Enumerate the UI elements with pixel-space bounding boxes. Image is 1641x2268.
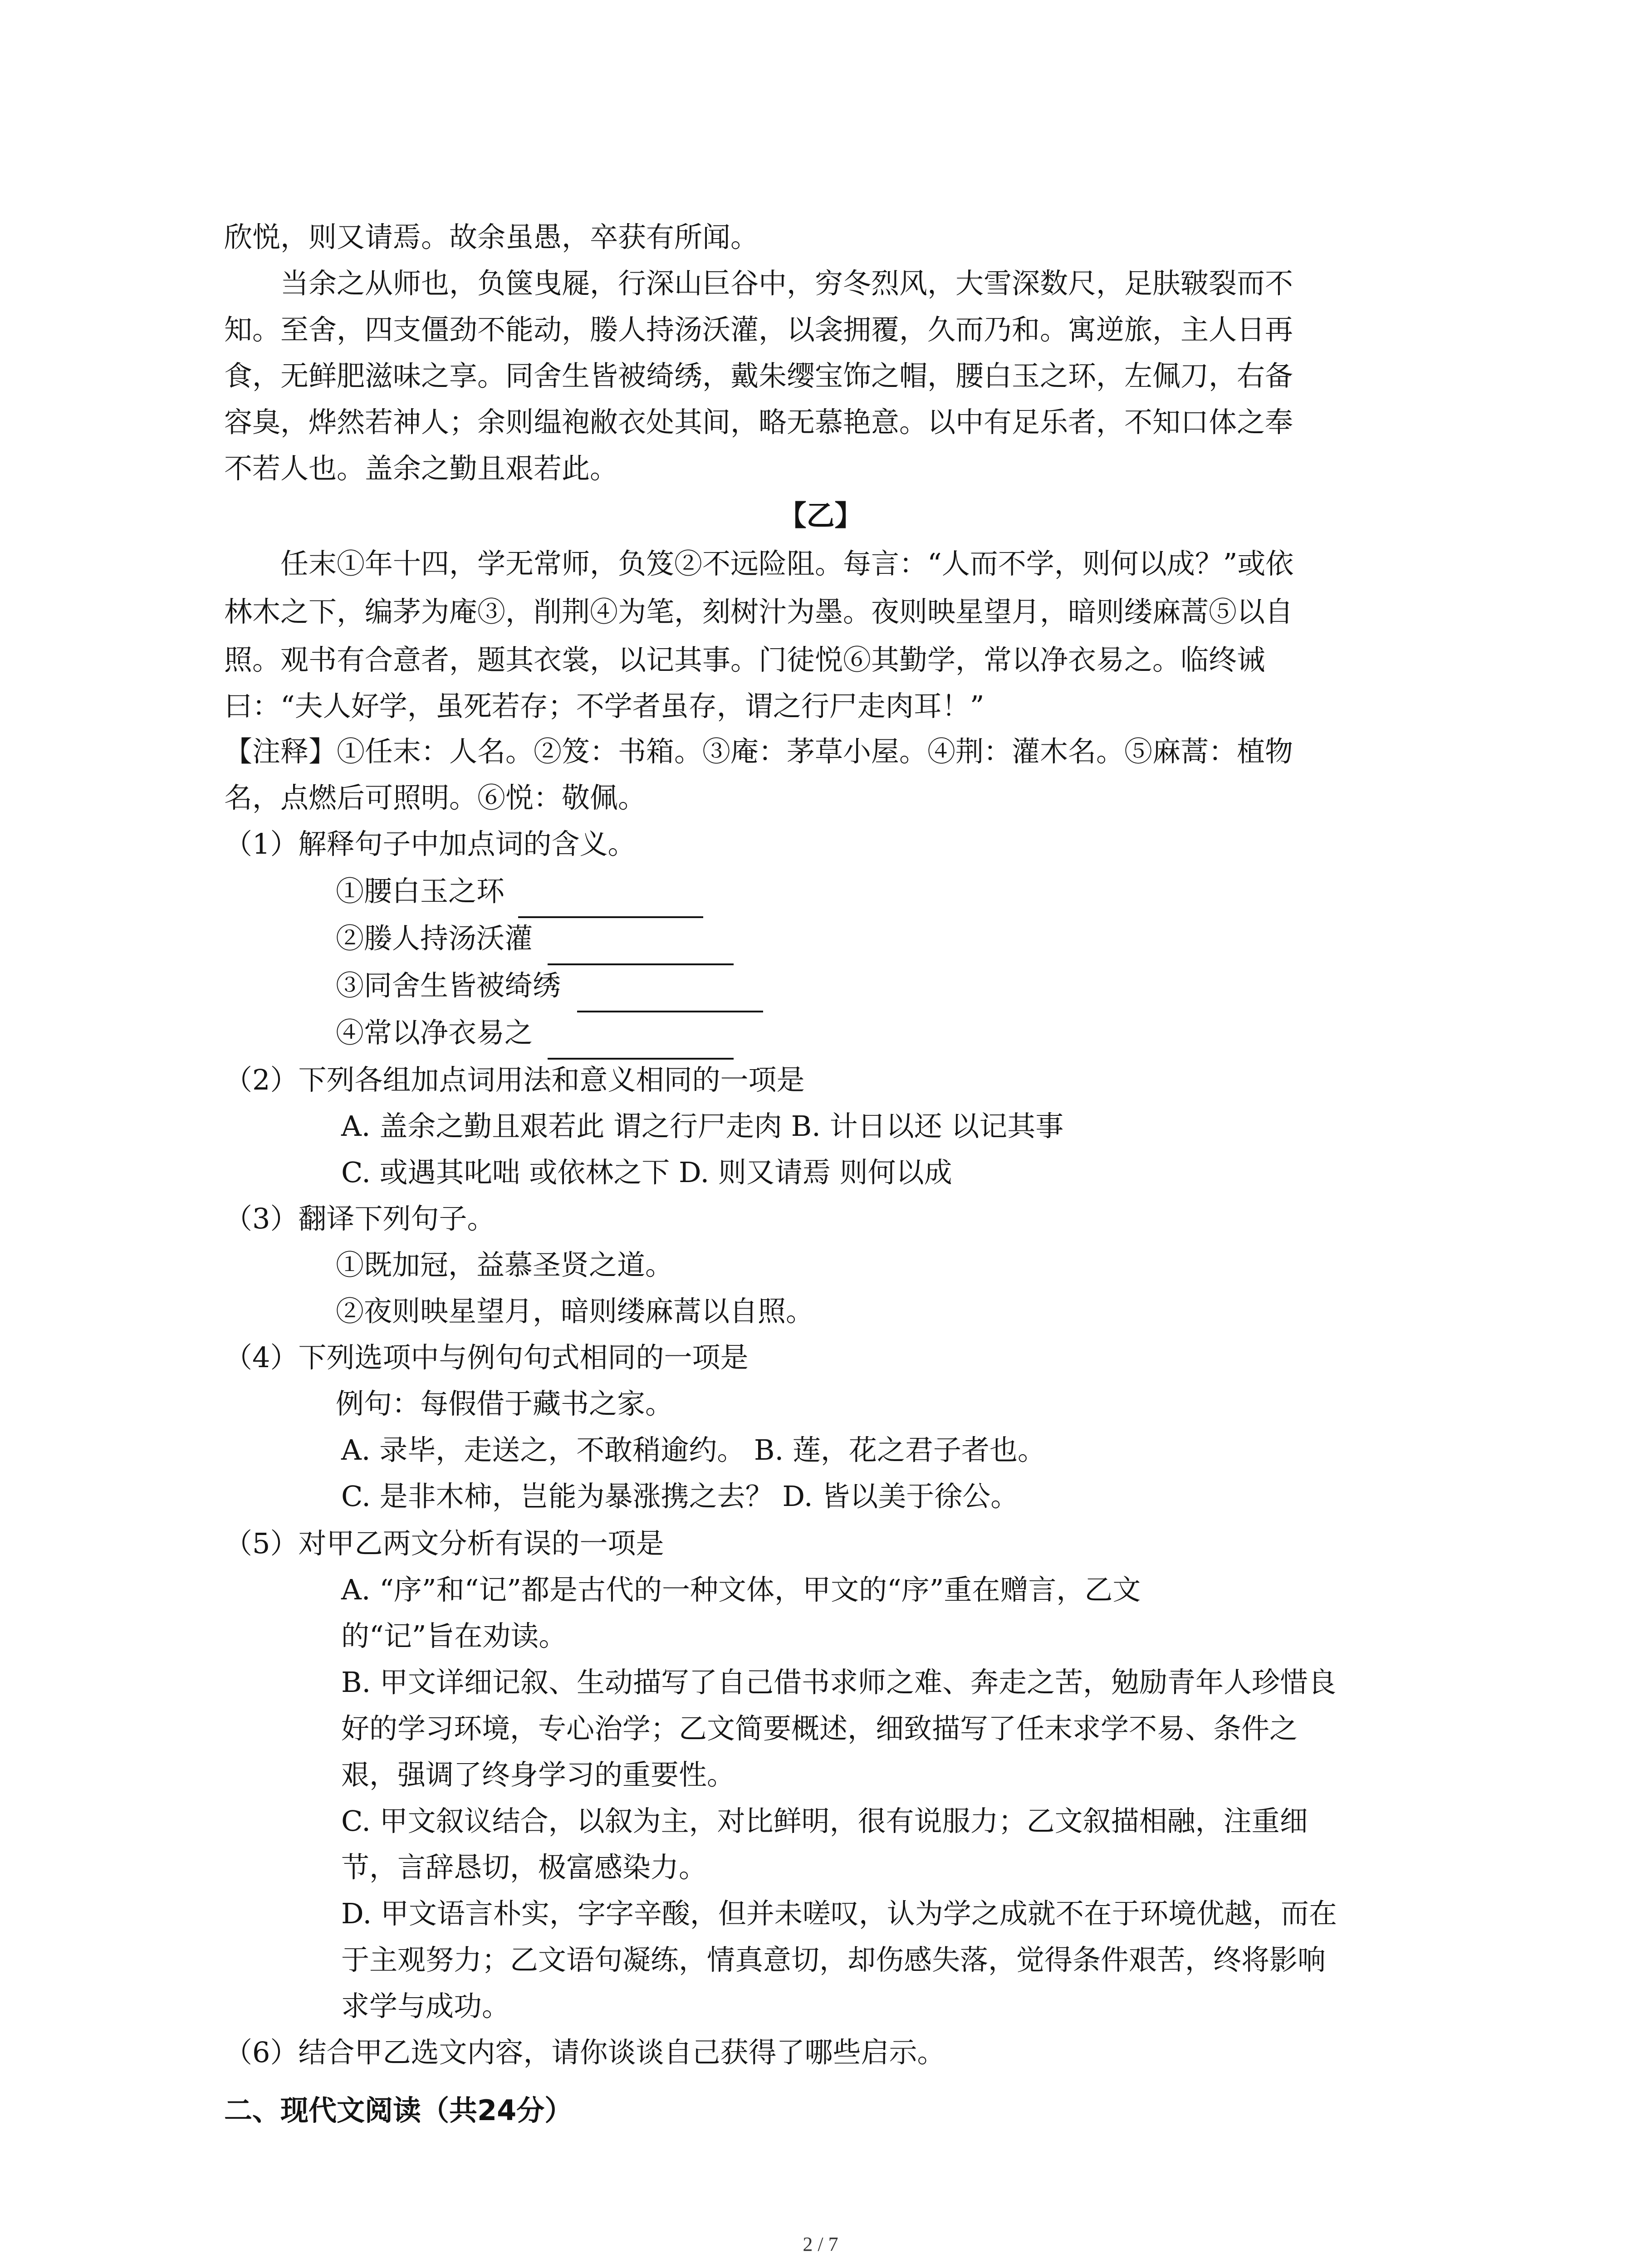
yi-line-2: 林木之下，编茅为庵③，削荆④为笔，刻树汁为墨。夜则映星望月，暗则缕麻蒿⑤以自 [224, 595, 1293, 628]
q4-options-ab: A. 录毕，走送之，不敢稍逾约。 B. 莲，花之君子者也。 [341, 1433, 1046, 1466]
yi-line-4: 曰：“夫人好学，虽死若存；不学者虽存，谓之行尸走肉耳！” [224, 689, 985, 723]
q4-options-cd: C. 是非木柿，岂能为暴涨携之去？ D. 皆以美于徐公。 [341, 1480, 1019, 1513]
q1-stem: （1）解释句子中加点词的含义。 [224, 827, 636, 860]
q3-item-b: ②夜则映星望月，暗则缕麻蒿以自照。 [336, 1295, 814, 1328]
jia-para2-line-3: 食，无鲜肥滋味之享。同舍生皆被绮绣，戴朱缨宝饰之帽，腰白玉之环，左佩刀，右备 [224, 359, 1293, 392]
q2-stem: （2）下列各组加点词用法和意义相同的一项是 [224, 1063, 805, 1096]
q1-answer-blank-c[interactable] [577, 1011, 763, 1012]
yi-title: 【乙】 [778, 499, 863, 532]
q5-option-c-line-1: C. 甲文叙议结合，以叙为主，对比鲜明，很有说服力；乙文叙描相融，注重细 [341, 1804, 1308, 1838]
q3-stem: （3）翻译下列句子。 [224, 1202, 495, 1235]
page-number: 2 / 7 [803, 2233, 838, 2255]
q1-answer-blank-b[interactable] [548, 963, 734, 965]
q5-option-d-line-1: D. 甲文语言朴实，字字辛酸，但并未嗟叹，认为学之成就不在于环境优越，而在 [341, 1897, 1337, 1930]
q5-option-a-line-1: A. “序”和“记”都是古代的一种文体，甲文的“序”重在赠言，乙文 [341, 1573, 1141, 1606]
q1-answer-blank-d[interactable] [548, 1058, 734, 1060]
q5-option-a-line-2: 的“记”旨在劝读。 [341, 1619, 567, 1652]
q1-item-c: ③同舍生皆被绮绣 [336, 969, 561, 1002]
q5-stem: （5）对甲乙两文分析有误的一项是 [224, 1527, 664, 1560]
q4-stem: （4）下列选项中与例句句式相同的一项是 [224, 1341, 749, 1374]
q2-options-ab: A. 盖余之勤且艰若此 谓之行尸走肉 B. 计日以还 以记其事 [341, 1110, 1064, 1143]
yi-line-1: 任末①年十四，学无常师，负笈②不远险阻。每言：“人而不学，则何以成？”或依 [280, 547, 1294, 580]
q5-option-b-line-2: 好的学习环境，专心治学；乙文简要概述，细致描写了任末求学不易、条件之 [341, 1712, 1298, 1745]
q2-options-cd: C. 或遇其叱咄 或依林之下 D. 则又请焉 则何以成 [341, 1156, 952, 1189]
q1-item-a: ①腰白玉之环 [336, 875, 505, 908]
q5-option-b-line-1: B. 甲文详细记叙、生动描写了自己借书求师之难、奔走之苦，勉励青年人珍惜良 [341, 1666, 1336, 1699]
q1-item-d: ④常以净衣易之 [336, 1016, 533, 1049]
jia-para2-line-5: 不若人也。盖余之勤且艰若此。 [224, 452, 618, 485]
q4-example: 例句：每假借于藏书之家。 [336, 1387, 674, 1420]
q1-item-b: ②媵人持汤沃灌 [336, 922, 533, 955]
q3-item-a: ①既加冠，益慕圣贤之道。 [336, 1248, 674, 1281]
notes-line-2: 名，点燃后可照明。⑥悦：敬佩。 [224, 781, 647, 814]
q6-stem: （6）结合甲乙选文内容，请你谈谈自己获得了哪些启示。 [224, 2036, 945, 2069]
jia-line-1: 欣悦，则又请焉。故余虽愚，卒获有所闻。 [224, 220, 759, 254]
jia-para2-line-2: 知。至舍，四支僵劲不能动，媵人持汤沃灌，以衾拥覆，久而乃和。寓逆旅，主人日再 [224, 313, 1293, 346]
jia-para2-line-4: 容臭，烨然若神人；余则缊袍敝衣处其间，略无慕艳意。以中有足乐者，不知口体之奉 [224, 406, 1293, 439]
q1-answer-blank-a[interactable] [518, 916, 703, 918]
q5-option-b-line-3: 艰，强调了终身学习的重要性。 [341, 1758, 735, 1791]
q5-option-c-line-2: 节，言辞恳切，极富感染力。 [341, 1851, 707, 1884]
notes-line-1: 【注释】①任末：人名。②笈：书箱。③庵：茅草小屋。④荆：灌木名。⑤麻蒿：植物 [224, 735, 1293, 768]
section-2-heading: 二、现代文阅读（共24分） [224, 2094, 573, 2127]
yi-line-3: 照。观书有合意者，题其衣裳，以记其事。门徒悦⑥其勤学，常以净衣易之。临终诫 [224, 643, 1265, 676]
jia-para2-line-1: 当余之从师也，负箧曳屣，行深山巨谷中，穷冬烈风，大雪深数尺，足肤皲裂而不 [280, 267, 1293, 300]
q5-option-d-line-3: 求学与成功。 [341, 1989, 510, 2023]
q5-option-d-line-2: 于主观努力；乙文语句凝练，情真意切，却伤感失落，觉得条件艰苦，终将影响 [341, 1943, 1326, 1976]
